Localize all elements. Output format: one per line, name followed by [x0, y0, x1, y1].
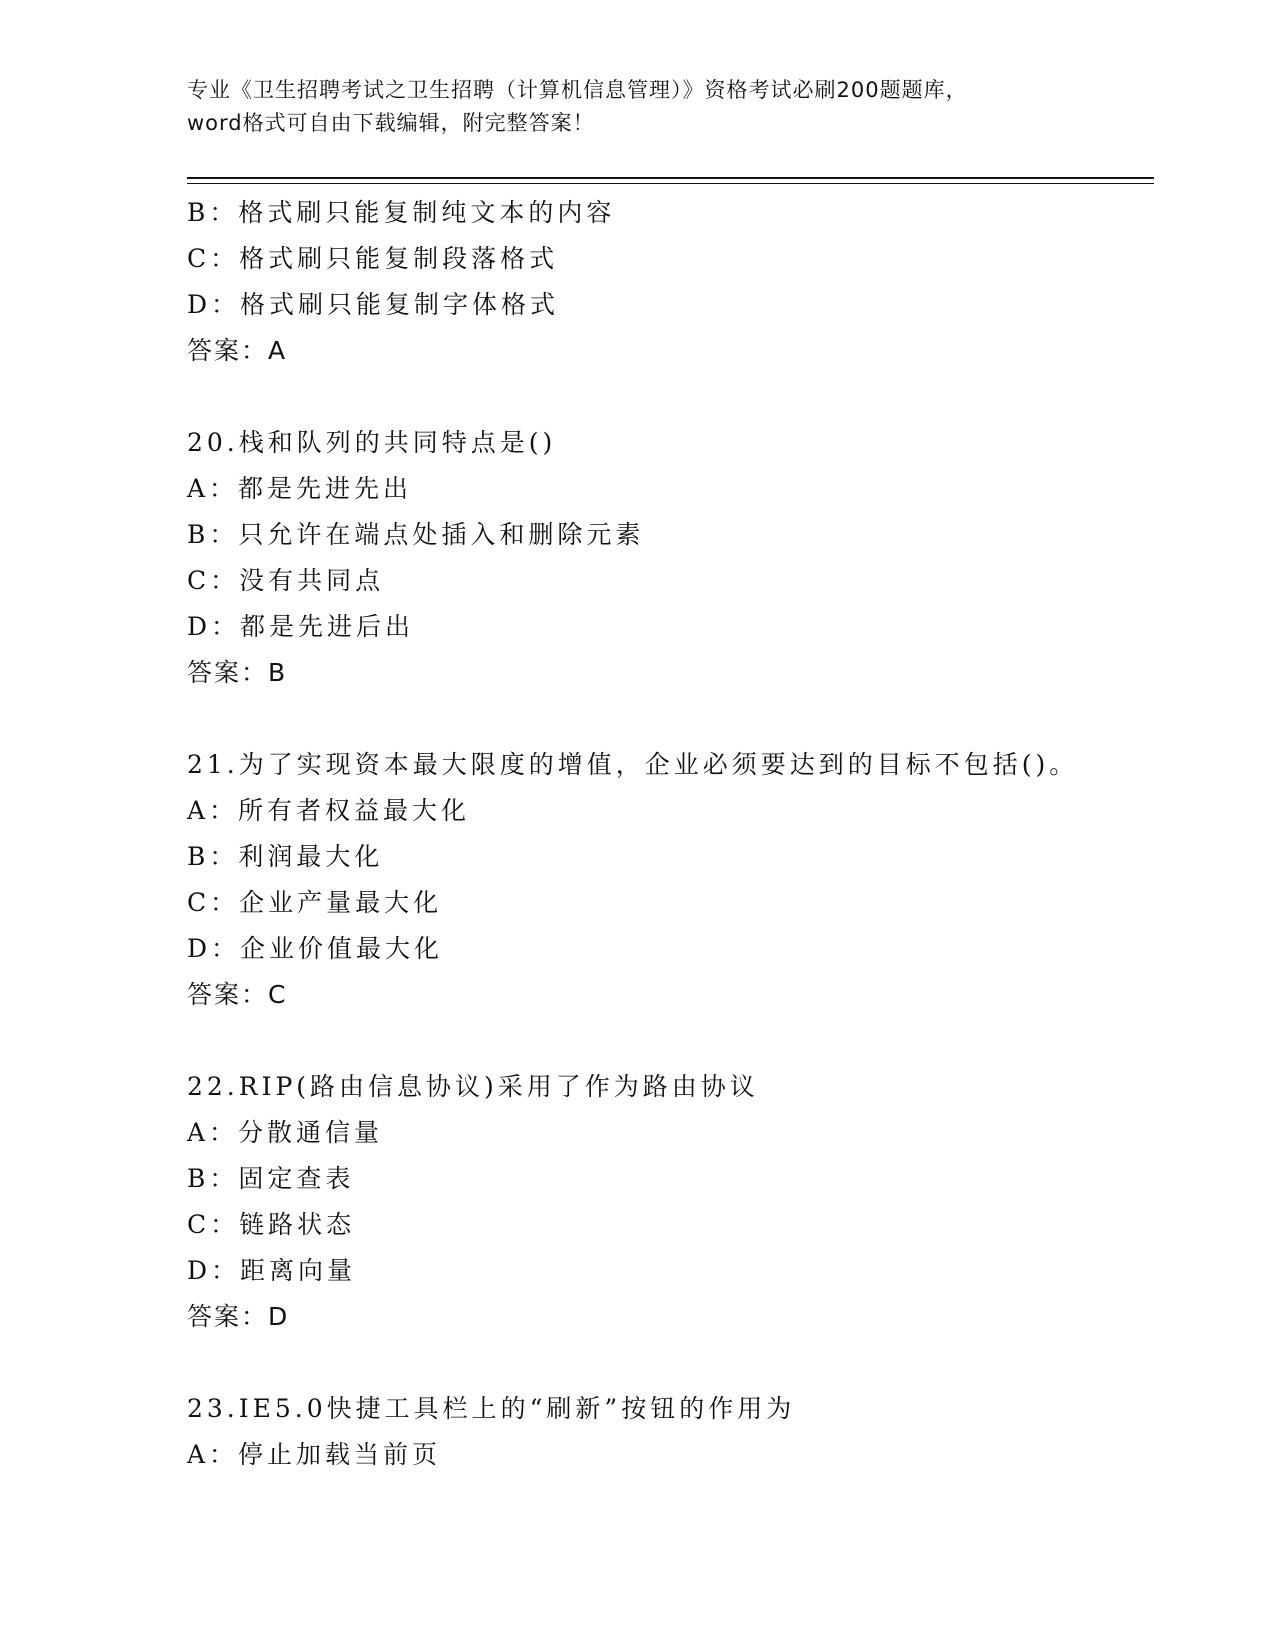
question-23	[187, 1386, 1154, 1478]
header-title-line-1: 专业《卫生招聘考试之卫生招聘（计算机信息管理）》资格考试必刷200题题库，	[187, 78, 968, 102]
spacer	[187, 1340, 1154, 1386]
header-divider-thin	[187, 183, 1154, 184]
question-21	[187, 742, 1154, 1018]
question-20	[187, 420, 1154, 696]
question-text: 23.IE5.0快捷工具栏上的“刷新”按钮的作用为	[187, 1394, 796, 1423]
header-title-line-2: word格式可自由下载编辑，附完整答案！	[187, 111, 595, 135]
option-c: C：链路状态	[187, 1210, 356, 1239]
answer-line: 答案：C	[187, 980, 288, 1009]
spacer	[187, 1018, 1154, 1064]
option-d: D：企业价值最大化	[187, 934, 444, 963]
spacer	[187, 374, 1154, 420]
option-a: A：所有者权益最大化	[187, 796, 471, 825]
option-c: C：没有共同点	[187, 566, 385, 595]
option-b: B：只允许在端点处插入和删除元素	[187, 520, 645, 549]
option-b: B：格式刷只能复制纯文本的内容	[187, 198, 616, 227]
option-b: B：利润最大化	[187, 842, 384, 871]
option-c: C：格式刷只能复制段落格式	[187, 244, 559, 273]
option-d: D：距离向量	[187, 1256, 357, 1285]
question-text: 22.RIP(路由信息协议)采用了作为路由协议	[187, 1072, 759, 1101]
answer-line: 答案：D	[187, 1302, 290, 1331]
question-text: 21.为了实现资本最大限度的增值，企业必须要达到的目标不包括()。	[187, 750, 1079, 779]
option-c: C：企业产量最大化	[187, 888, 443, 917]
option-a: A：都是先进先出	[187, 474, 413, 503]
question-19	[187, 190, 1154, 374]
question-list	[187, 190, 1154, 1478]
option-d: D：格式刷只能复制字体格式	[187, 290, 560, 319]
question-text: 20.栈和队列的共同特点是()	[187, 428, 557, 457]
option-a: A：分散通信量	[187, 1118, 384, 1147]
spacer	[187, 696, 1154, 742]
answer-line: 答案：A	[187, 336, 288, 365]
header-divider-thick	[187, 177, 1154, 179]
option-a: A：停止加载当前页	[187, 1440, 442, 1469]
document-header	[187, 74, 1087, 140]
question-22	[187, 1064, 1154, 1340]
option-b: B：固定查表	[187, 1164, 355, 1193]
option-d: D：都是先进后出	[187, 612, 415, 641]
answer-line: 答案：B	[187, 658, 288, 687]
